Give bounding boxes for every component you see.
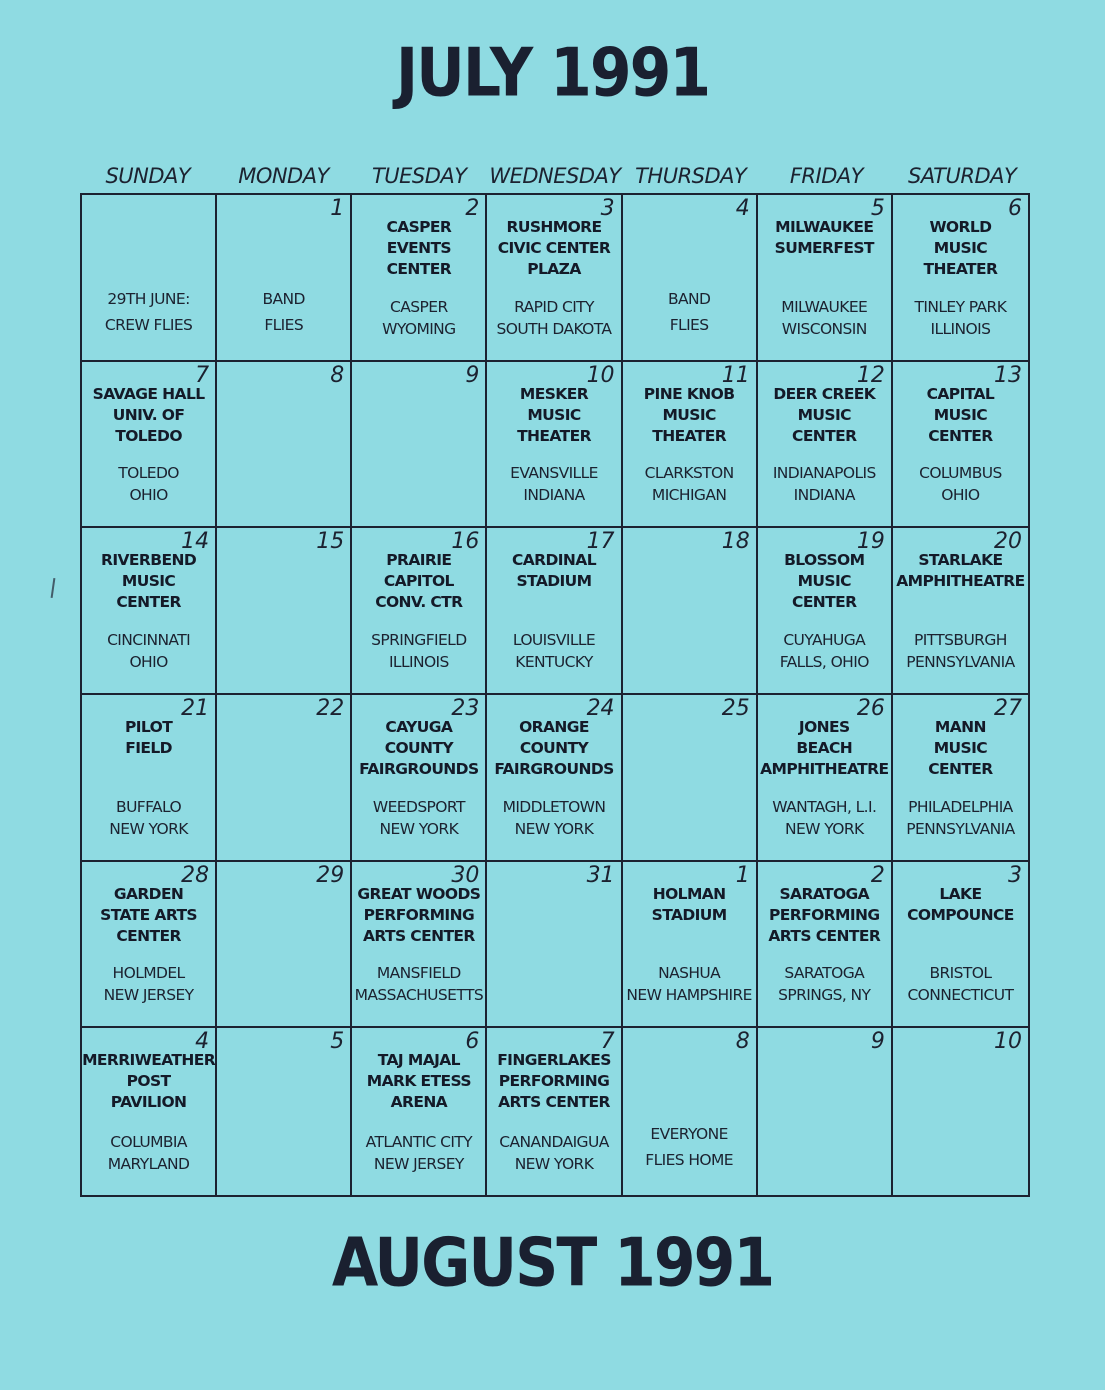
weekday-header-row — [80, 160, 1030, 192]
day-number: 5 — [330, 1029, 345, 1055]
venue-location: WEEDSPORT NEW YORK — [372, 797, 465, 838]
day-number: 5 — [870, 196, 885, 221]
day-number: 22 — [316, 696, 345, 721]
venue-location: MANSFIELD MASSACHUSETTS — [354, 964, 484, 1005]
day-number: 2 — [870, 862, 885, 888]
month-title-august: AUGUST 1991 — [331, 1223, 774, 1303]
venue-name: MESKER MUSIC THEATER — [517, 384, 591, 445]
calendar-day-cell — [217, 1028, 352, 1195]
month-title-july: JULY 1991 — [395, 33, 710, 113]
venue-name: CARDINAL STADIUM — [511, 551, 596, 591]
calendar-day-cell — [758, 195, 893, 362]
calendar-day-cell — [352, 1028, 487, 1195]
venue-name: ORANGE COUNTY FAIRGROUNDS — [494, 718, 614, 778]
weekday-thursday: THURSDAY — [635, 164, 747, 188]
venue-name: PINE KNOB MUSIC THEATER — [643, 384, 735, 445]
day-number: 10 — [586, 362, 615, 388]
day-number: 8 — [735, 1029, 750, 1055]
day-number: 6 — [465, 1029, 480, 1055]
venue-location: TINLEY PARK ILLINOIS — [914, 297, 1007, 338]
calendar-day-cell — [352, 528, 487, 695]
calendar-day-cell — [758, 362, 893, 529]
calendar-day-cell — [893, 695, 1028, 862]
venue-name: SAVAGE HALL UNIV. OF TOLEDO — [92, 384, 205, 445]
calendar-day-cell — [623, 1028, 758, 1195]
venue-location: NASHUA NEW HAMPSHIRE — [626, 964, 752, 1005]
day-number: 13 — [993, 362, 1022, 388]
venue-location: HOLMDEL NEW JERSEY — [103, 964, 194, 1005]
day-number: 12 — [856, 362, 885, 388]
venue-name: SARATOGA PERFORMING ARTS CENTER — [768, 884, 881, 945]
venue-name: DEER CREEK MUSIC CENTER — [773, 384, 876, 445]
calendar-day-cell — [82, 528, 217, 695]
day-number: 19 — [856, 529, 885, 555]
venue-name: MERRIWEATHER POST PAVILION — [82, 1051, 216, 1112]
calendar-day-cell — [758, 862, 893, 1029]
calendar-day-cell — [217, 695, 352, 862]
day-number: 14 — [181, 529, 210, 555]
day-number: 17 — [586, 529, 615, 555]
day-number: 1 — [330, 196, 345, 221]
event-note: 29TH JUNE: CREW FLIES — [104, 289, 193, 334]
calendar-day-cell — [82, 862, 217, 1029]
venue-name: PILOT FIELD — [124, 718, 173, 757]
day-number: 11 — [721, 362, 750, 388]
venue-location: BRISTOL CONNECTICUT — [907, 964, 1014, 1005]
venue-name: MILWAUKEE SUMERFEST — [774, 218, 874, 257]
event-note: EVERYONE FLIES HOME — [645, 1125, 733, 1169]
day-number: 3 — [600, 196, 615, 221]
day-number: 30 — [451, 862, 480, 888]
day-number: 7 — [600, 1029, 615, 1055]
calendar-day-cell — [82, 195, 217, 362]
calendar-day-cell — [352, 195, 487, 362]
event-note: BAND FLIES — [262, 289, 305, 334]
calendar-day-cell — [217, 362, 352, 529]
venue-location: CINCINNATI OHIO — [107, 631, 191, 671]
venue-name: TAJ MAJAL MARK ETESS ARENA — [366, 1051, 471, 1112]
calendar-day-cell — [487, 695, 622, 862]
day-number: 31 — [586, 862, 615, 888]
day-number: 15 — [316, 529, 345, 555]
calendar-day-cell — [82, 362, 217, 529]
calendar-day-cell — [82, 695, 217, 862]
venue-name: BLOSSOM MUSIC CENTER — [784, 551, 865, 612]
venue-location: INDIANAPOLIS INDIANA — [772, 464, 876, 505]
venue-name: MANN MUSIC CENTER — [928, 718, 993, 778]
venue-location: COLUMBUS OHIO — [919, 464, 1002, 505]
venue-location: BUFFALO NEW YORK — [109, 797, 188, 838]
venue-location: EVANSVILLE INDIANA — [510, 464, 598, 505]
day-number: 1 — [735, 862, 750, 888]
day-number: 20 — [993, 529, 1022, 555]
venue-name: JONES BEACH AMPHITHEATRE — [760, 718, 889, 778]
venue-location: PITTSBURGH PENNSYLVANIA — [906, 631, 1015, 671]
day-number: 21 — [181, 696, 210, 721]
weekday-tuesday: TUESDAY — [371, 164, 467, 188]
venue-location: LOUISVILLE KENTUCKY — [512, 631, 596, 671]
day-number: 4 — [735, 196, 750, 221]
weekday-sunday: SUNDAY — [105, 164, 191, 188]
calendar-day-cell — [352, 695, 487, 862]
venue-location: SARATOGA SPRINGS, NY — [778, 964, 871, 1005]
day-number: 29 — [316, 862, 345, 888]
venue-name: PRAIRIE CAPITOL CONV. CTR — [375, 551, 463, 612]
calendar-day-cell — [758, 528, 893, 695]
venue-name: CAYUGA COUNTY FAIRGROUNDS — [359, 718, 479, 778]
calendar-day-cell — [623, 528, 758, 695]
day-number: 25 — [721, 696, 750, 721]
venue-location: CANANDAIGUA NEW YORK — [499, 1133, 609, 1173]
calendar-day-cell — [758, 695, 893, 862]
weekday-monday: MONDAY — [238, 164, 329, 188]
day-number: 16 — [451, 529, 480, 555]
venue-location: MILWAUKEE WISCONSIN — [781, 297, 868, 338]
calendar-day-cell — [217, 195, 352, 362]
venue-location: PHILADELPHIA PENNSYLVANIA — [906, 797, 1015, 838]
venue-name: RIVERBEND MUSIC CENTER — [101, 551, 197, 612]
pen-mark — [51, 578, 56, 598]
calendar-day-cell — [893, 1028, 1028, 1195]
venue-location: WANTAGH, L.I. NEW YORK — [772, 797, 877, 838]
venue-name: CAPITAL MUSIC CENTER — [926, 384, 995, 445]
calendar-day-cell — [893, 528, 1028, 695]
day-number: 7 — [195, 362, 210, 388]
calendar-day-cell — [352, 862, 487, 1029]
day-number: 2 — [465, 196, 480, 221]
calendar-day-cell — [487, 1028, 622, 1195]
venue-name: RUSHMORE CIVIC CENTER PLAZA — [497, 218, 611, 278]
day-number: 23 — [451, 696, 480, 721]
venue-location: COLUMBIA MARYLAND — [107, 1133, 190, 1173]
calendar-day-cell — [487, 362, 622, 529]
calendar-day-cell — [623, 195, 758, 362]
day-number: 18 — [721, 529, 750, 555]
day-number: 27 — [993, 696, 1022, 721]
day-number: 3 — [1007, 862, 1022, 888]
venue-name: HOLMAN STADIUM — [651, 884, 727, 924]
calendar-day-cell — [352, 362, 487, 529]
venue-name: GREAT WOODS PERFORMING ARTS CENTER — [357, 884, 481, 945]
venue-name: CASPER EVENTS CENTER — [386, 218, 452, 278]
calendar-day-cell — [893, 862, 1028, 1029]
venue-name: GARDEN STATE ARTS CENTER — [100, 884, 197, 945]
venue-location: ATLANTIC CITY NEW JERSEY — [365, 1133, 473, 1173]
day-number: 10 — [993, 1029, 1022, 1055]
venue-location: CASPER WYOMING — [382, 297, 456, 338]
day-number: 8 — [330, 362, 345, 388]
day-number: 28 — [181, 862, 210, 888]
venue-location: CUYAHUGA FALLS, OHIO — [779, 631, 869, 671]
venue-name: LAKE COMPOUNCE — [907, 884, 1014, 924]
venue-location: RAPID CITY SOUTH DAKOTA — [496, 297, 612, 338]
calendar-day-cell — [487, 195, 622, 362]
venue-name: STARLAKE AMPHITHEATRE — [896, 551, 1025, 591]
calendar-day-cell — [623, 362, 758, 529]
weekday-saturday: SATURDAY — [908, 164, 1017, 188]
venue-location: SPRINGFIELD ILLINOIS — [371, 631, 467, 671]
day-number: 24 — [586, 696, 615, 721]
calendar-day-cell — [487, 862, 622, 1029]
calendar-day-cell — [623, 862, 758, 1029]
calendar-day-cell — [623, 695, 758, 862]
venue-location: TOLEDO OHIO — [118, 464, 179, 505]
venue-location: CLARKSTON MICHIGAN — [644, 464, 734, 505]
day-number: 9 — [870, 1029, 885, 1055]
calendar-day-cell — [82, 1028, 217, 1195]
calendar-day-cell — [893, 362, 1028, 529]
calendar-grid — [80, 193, 1030, 1197]
venue-name: FINGERLAKES PERFORMING ARTS CENTER — [497, 1051, 611, 1112]
day-number: 6 — [1007, 196, 1022, 221]
weekday-wednesday: WEDNESDAY — [489, 164, 621, 188]
venue-name: WORLD MUSIC THEATER — [923, 218, 998, 278]
calendar-day-cell — [893, 195, 1028, 362]
calendar-day-cell — [217, 862, 352, 1029]
calendar-day-cell — [217, 528, 352, 695]
calendar-day-cell — [758, 1028, 893, 1195]
day-number: 26 — [856, 696, 885, 721]
day-number: 9 — [465, 362, 480, 388]
day-number: 4 — [195, 1029, 210, 1055]
venue-location: MIDDLETOWN NEW YORK — [502, 797, 606, 838]
event-note: BAND FLIES — [667, 289, 711, 334]
calendar-day-cell — [487, 528, 622, 695]
weekday-friday: FRIDAY — [789, 164, 864, 188]
